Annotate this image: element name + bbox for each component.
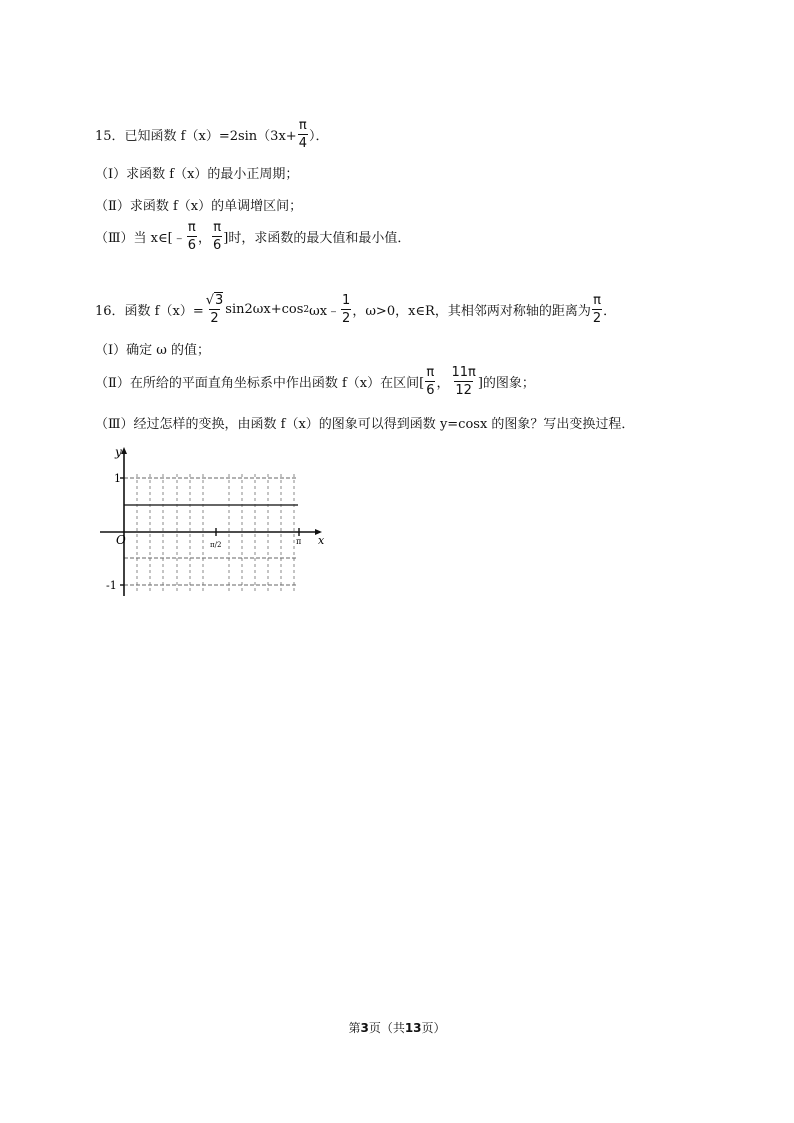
y-tick-label-neg1: -1 — [106, 579, 117, 592]
q15-part2: （Ⅱ）求函数 f（x）的单调增区间； — [95, 199, 303, 214]
q16-half-fraction: $\frac{1}{2}$ — [342, 293, 351, 326]
q16-sqrt-fraction: $\frac{√3}{2}$ — [205, 293, 224, 326]
x-tick-label-pi: π — [296, 537, 302, 546]
q15-stem — [95, 118, 328, 151]
q16-stem: 16．函数 f（x）= $\frac{√3}{2}$ sin2ωx+cos 2 ωx﹣ $\frac{1}{2}$ ，ω>0，x∈R，其相邻两对称轴的距离为 $\frac{\pi}{2}$ ． — [95, 293, 617, 326]
q15-part3-fraction-2: $\frac{\pi}{6}$ — [213, 220, 222, 253]
current-page-number: 3 — [360, 1021, 369, 1035]
q16-part2: （Ⅱ）在所给的平面直角坐标系中作出函数 f（x）在区间[ $\frac{\pi}{6}$ ， $\frac{11\pi}{12}$ ]的图象； — [95, 365, 535, 398]
q15-stem-prefix: 15．已知函数 f（x）=2sin（3x+ — [95, 129, 297, 144]
q15-part1: （Ⅰ）求函数 f（x）的最小正周期； — [95, 167, 299, 182]
page-footer: 第3页（共13页） — [348, 1021, 446, 1035]
total-page-count: 13 — [404, 1021, 422, 1035]
q16-pi-half-fraction: $\frac{\pi}{2}$ — [592, 293, 602, 326]
x-tick-label-pi-half: π/2 — [210, 541, 222, 549]
y-axis-arrow — [121, 447, 127, 454]
y-tick-label-1: 1 — [114, 472, 121, 485]
q16-part3: （Ⅲ）经过怎样的变换，由函数 f（x）的图象可以得到函数 y=cosx 的图象？写出变换过程． — [95, 417, 635, 432]
coordinate-grid — [98, 444, 328, 599]
q15-stem-suffix: ）． — [308, 129, 329, 144]
q15-stem-fraction: $\frac{\pi}{4}$ — [298, 118, 307, 151]
origin-label: O — [116, 533, 126, 547]
q15-part3: （Ⅲ）当 x∈[﹣ $\frac{\pi}{6}$ ， $\frac{\pi}{6}$ ]时，求函数的最大值和最小值． — [95, 220, 411, 253]
q16-part2-fraction-2: $\frac{11\pi}{12}$ — [451, 365, 476, 398]
y-axis-label: y — [115, 445, 122, 459]
q16-part2-fraction-1: $\frac{\pi}{6}$ — [426, 365, 435, 398]
x-axis-label: x — [318, 534, 325, 547]
q15-part3-fraction-1: $\frac{\pi}{6}$ — [187, 220, 196, 253]
q16-part1: （Ⅰ）确定 ω 的值； — [95, 343, 211, 358]
